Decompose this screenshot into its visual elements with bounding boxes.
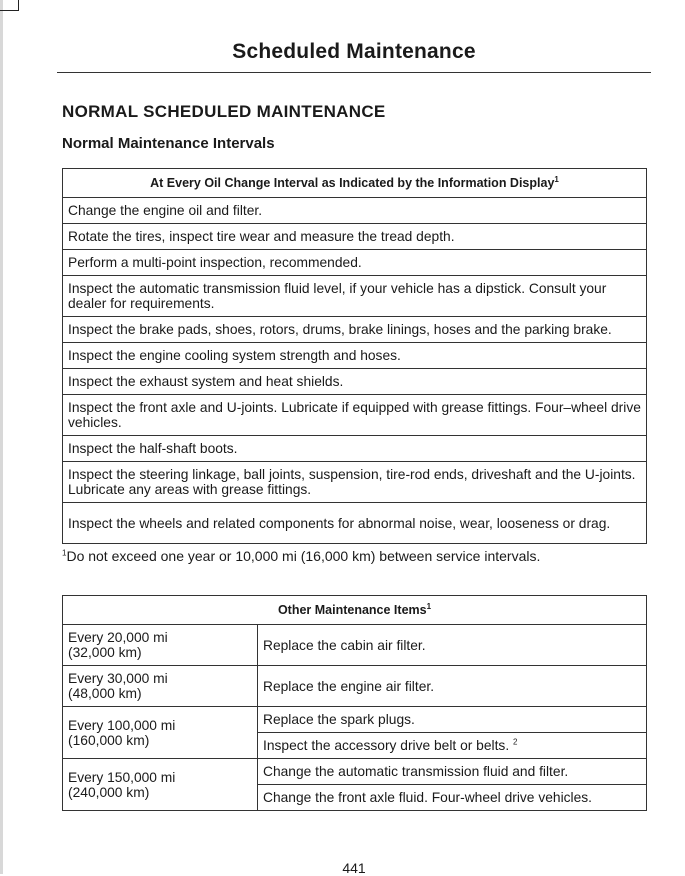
table-header-row	[63, 169, 647, 198]
header-divider	[57, 72, 651, 73]
table-cell: Inspect the half-shaft boots.	[63, 436, 647, 462]
interval-distance-km: (32,000 km)	[68, 645, 142, 660]
table-cell: Change the engine oil and filter.	[63, 198, 647, 224]
table-row	[63, 224, 647, 250]
table-cell: Rotate the tires, inspect tire wear and measure the tread depth.	[63, 224, 647, 250]
table-row	[63, 625, 647, 666]
table-header-text: At Every Oil Change Interval as Indicated by the Information Display	[150, 175, 555, 190]
footnote-marker: 1	[62, 548, 67, 558]
task-cell: Change the front axle fluid. Four-wheel drive vehicles.	[258, 785, 647, 811]
subsection-title: Normal Maintenance Intervals	[62, 135, 275, 152]
table-header-text: Other Maintenance Items	[277, 602, 427, 617]
table-header-row	[63, 596, 647, 625]
table-cell: Perform a multi-point inspection, recommended.	[63, 250, 647, 276]
table-cell: Inspect the engine cooling system strength and hoses.	[63, 343, 647, 369]
footnote-text: Do not exceed one year or 10,000 mi (16,000 km) between service intervals.	[66, 548, 541, 564]
table-cell: Inspect the exhaust system and heat shields.	[63, 369, 647, 395]
table-header	[63, 169, 647, 198]
table-row	[63, 436, 647, 462]
interval-cell	[63, 666, 258, 707]
table-cell: Inspect the wheels and related components for abnormal noise, wear, looseness or drag.	[63, 503, 647, 544]
interval-distance-km: (48,000 km)	[68, 686, 142, 701]
table-row	[63, 276, 647, 317]
table-row	[63, 198, 647, 224]
interval-distance: Every 30,000 mi	[68, 671, 168, 686]
page-header-title: Scheduled Maintenance	[232, 40, 476, 63]
task-cell: Change the automatic transmission fluid and filter.	[258, 759, 647, 785]
interval-cell	[63, 625, 258, 666]
other-maintenance-items-table	[62, 595, 647, 811]
page-number: 441	[342, 860, 366, 876]
task-cell: Replace the engine air filter.	[258, 666, 647, 707]
task-cell: Replace the cabin air filter.	[258, 625, 647, 666]
table-cell: Inspect the steering linkage, ball joints, suspension, tire-rod ends, driveshaft and the U-joints. Lubricate any areas with grease fittings.	[63, 462, 647, 503]
table-cell: Inspect the automatic transmission fluid level, if your vehicle has a dipstick. Consult your dealer for requirements.	[63, 276, 647, 317]
task-cell: Replace the spark plugs.	[258, 707, 647, 733]
table-row	[63, 395, 647, 436]
interval-distance: Every 150,000 mi	[68, 769, 176, 785]
oil-change-interval-table	[62, 168, 647, 544]
page-left-edge	[0, 0, 3, 874]
interval-distance-km: (240,000 km)	[68, 784, 150, 800]
section-title: NORMAL SCHEDULED MAINTENANCE	[62, 102, 386, 121]
table-row	[63, 369, 647, 395]
table-row	[63, 250, 647, 276]
table-cell: Inspect the brake pads, shoes, rotors, drums, brake linings, hoses and the parking brake.	[63, 317, 647, 343]
table-row	[63, 707, 647, 733]
footnote-marker: 1	[426, 601, 432, 611]
table-row	[63, 317, 647, 343]
footnote-marker: 2	[513, 737, 518, 747]
interval-distance-km: (160,000 km)	[68, 732, 150, 748]
crop-mark	[0, 0, 19, 11]
task-text: Inspect the accessory drive belt or belts.	[263, 738, 510, 753]
interval-cell	[63, 759, 258, 811]
table-row	[63, 503, 647, 544]
table-header	[63, 596, 647, 625]
interval-distance: Every 100,000 mi	[68, 717, 176, 733]
footnote-marker: 1	[554, 174, 559, 184]
interval-cell	[63, 707, 258, 759]
footnote	[62, 548, 540, 564]
task-cell	[258, 733, 647, 759]
interval-distance: Every 20,000 mi	[68, 630, 168, 645]
table-cell: Inspect the front axle and U-joints. Lubricate if equipped with grease fittings. Four–wheel drive vehicles.	[63, 395, 647, 436]
table-row	[63, 666, 647, 707]
table-row	[63, 343, 647, 369]
table-row	[63, 462, 647, 503]
table-row	[63, 759, 647, 785]
